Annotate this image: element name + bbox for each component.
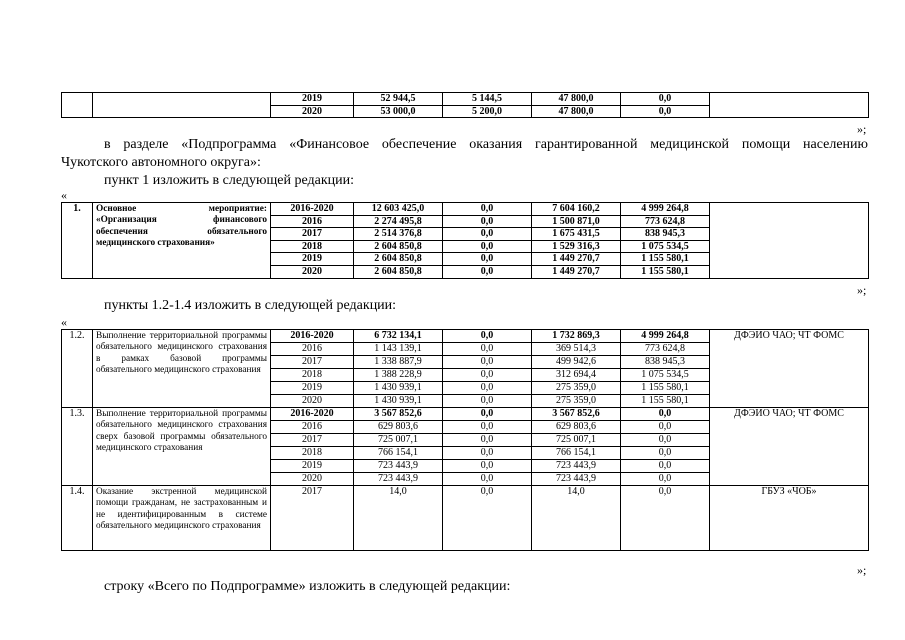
year-cell: 2016 — [271, 343, 354, 356]
year-cell: 2018 — [271, 240, 354, 253]
opening-quote: « — [61, 188, 67, 202]
year-cell: 2016-2020 — [271, 408, 354, 421]
value-cell: 1 388 228,9 — [354, 369, 443, 382]
table-row — [62, 203, 869, 216]
value-cell: 0,0 — [443, 382, 532, 395]
value-cell: 2 274 495,8 — [354, 215, 443, 228]
value-cell: 0,0 — [621, 93, 710, 106]
number-cell: 1.2. — [62, 330, 93, 408]
value-cell: 773 624,8 — [621, 343, 710, 356]
number-cell: 1.4. — [62, 486, 93, 551]
value-cell: 838 945,3 — [621, 228, 710, 241]
value-cell: 0,0 — [443, 447, 532, 460]
name-cell: Выполнение территориальной программы обязательного медицинского страхования в рамках базовой программы обязательного медицинского страхования — [93, 330, 271, 408]
value-cell: 1 449 270,7 — [532, 253, 621, 266]
value-cell: 2 604 850,8 — [354, 240, 443, 253]
executor-cell — [710, 203, 869, 279]
name-line: Основное мероприятие: — [96, 204, 267, 214]
executor-cell: ГБУЗ «ЧОБ» — [710, 486, 869, 551]
value-cell: 1 449 270,7 — [532, 265, 621, 278]
value-cell: 1 675 431,5 — [532, 228, 621, 241]
value-cell: 1 155 580,1 — [621, 395, 710, 408]
value-cell: 3 567 852,6 — [532, 408, 621, 421]
opening-quote: « — [61, 315, 67, 329]
value-cell: 1 155 580,1 — [621, 265, 710, 278]
value-cell: 12 603 425,0 — [354, 203, 443, 216]
number-cell — [62, 93, 93, 118]
table-item-1 — [61, 202, 869, 279]
year-cell: 2016 — [271, 421, 354, 434]
table-row — [62, 93, 869, 106]
value-cell: 0,0 — [443, 473, 532, 486]
year-cell: 2020 — [271, 395, 354, 408]
value-cell: 1 155 580,1 — [621, 253, 710, 266]
value-cell: 1 529 316,3 — [532, 240, 621, 253]
name-cell: Выполнение территориальной программы обязательного медицинского страхования сверх базовой программы обязательного медицинского страхования — [93, 408, 271, 486]
year-cell: 2016-2020 — [271, 330, 354, 343]
table-row — [62, 408, 869, 421]
value-cell: 0,0 — [443, 330, 532, 343]
value-cell: 3 567 852,6 — [354, 408, 443, 421]
value-cell: 0,0 — [443, 203, 532, 216]
value-cell: 0,0 — [443, 240, 532, 253]
value-cell: 5 200,0 — [443, 105, 532, 118]
value-cell: 1 155 580,1 — [621, 382, 710, 395]
year-cell: 2020 — [271, 265, 354, 278]
paragraph-points: пункты 1.2-1.4 изложить в следующей редакции: — [104, 298, 397, 313]
value-cell: 275 359,0 — [532, 382, 621, 395]
value-cell: 766 154,1 — [532, 447, 621, 460]
value-cell: 1 430 939,1 — [354, 395, 443, 408]
value-cell: 0,0 — [621, 447, 710, 460]
value-cell: 47 800,0 — [532, 105, 621, 118]
value-cell: 312 694,4 — [532, 369, 621, 382]
value-cell: 1 732 869,3 — [532, 330, 621, 343]
name-line: «Организация финансового — [96, 215, 267, 226]
value-cell: 0,0 — [621, 408, 710, 421]
value-cell: 0,0 — [621, 473, 710, 486]
value-cell: 0,0 — [443, 253, 532, 266]
name-line: медицинского страхования» — [96, 237, 215, 248]
year-cell: 2019 — [271, 382, 354, 395]
paragraph-section-line1: в разделе «Подпрограмма «Финансовое обеспечение оказания гарантированной медицинской помощи населению — [104, 137, 868, 152]
name-cell — [93, 93, 271, 118]
year-cell: 2017 — [271, 228, 354, 241]
year-cell: 2016 — [271, 215, 354, 228]
value-cell: 1 075 534,5 — [621, 369, 710, 382]
value-cell: 723 443,9 — [354, 460, 443, 473]
value-cell: 0,0 — [443, 343, 532, 356]
value-cell: 725 007,1 — [532, 434, 621, 447]
value-cell: 723 443,9 — [354, 473, 443, 486]
number-cell: 1. — [62, 203, 93, 279]
value-cell: 1 500 871,0 — [532, 215, 621, 228]
value-cell: 629 803,6 — [532, 421, 621, 434]
year-cell: 2019 — [271, 460, 354, 473]
value-cell: 6 732 134,1 — [354, 330, 443, 343]
value-cell: 1 338 887,9 — [354, 356, 443, 369]
value-cell: 0,0 — [443, 369, 532, 382]
value-cell: 0,0 — [443, 486, 532, 551]
value-cell: 629 803,6 — [354, 421, 443, 434]
value-cell: 0,0 — [621, 421, 710, 434]
year-cell: 2018 — [271, 447, 354, 460]
year-cell: 2017 — [271, 486, 354, 551]
value-cell: 53 000,0 — [354, 105, 443, 118]
year-cell: 2019 — [271, 253, 354, 266]
value-cell: 0,0 — [443, 421, 532, 434]
value-cell: 0,0 — [443, 408, 532, 421]
closing-quote: »; — [857, 283, 867, 297]
value-cell: 52 944,5 — [354, 93, 443, 106]
value-cell: 275 359,0 — [532, 395, 621, 408]
value-cell: 0,0 — [443, 356, 532, 369]
value-cell: 499 942,6 — [532, 356, 621, 369]
value-cell: 369 514,3 — [532, 343, 621, 356]
year-cell: 2020 — [271, 105, 354, 118]
value-cell: 0,0 — [443, 395, 532, 408]
value-cell: 2 514 376,8 — [354, 228, 443, 241]
year-cell: 2019 — [271, 93, 354, 106]
value-cell: 2 604 850,8 — [354, 253, 443, 266]
paragraph-total: строку «Всего по Подпрограмме» изложить в следующей редакции: — [104, 579, 511, 594]
value-cell: 14,0 — [532, 486, 621, 551]
executor-cell: ДФЭИО ЧАО; ЧТ ФОМС — [710, 330, 869, 408]
value-cell: 0,0 — [443, 228, 532, 241]
value-cell: 2 604 850,8 — [354, 265, 443, 278]
value-cell: 838 945,3 — [621, 356, 710, 369]
value-cell: 1 430 939,1 — [354, 382, 443, 395]
table-continuation — [61, 92, 869, 118]
value-cell: 14,0 — [354, 486, 443, 551]
value-cell: 4 999 264,8 — [621, 330, 710, 343]
year-cell: 2017 — [271, 356, 354, 369]
number-cell: 1.3. — [62, 408, 93, 486]
year-cell: 2018 — [271, 369, 354, 382]
closing-quote: »; — [857, 563, 867, 577]
value-cell: 5 144,5 — [443, 93, 532, 106]
name-cell: Оказание экстренной медицинской помощи гражданам, не застрахованным и не идентифицированным в системе обязательного медицинского страхования — [93, 486, 271, 551]
value-cell: 1 143 139,1 — [354, 343, 443, 356]
value-cell: 723 443,9 — [532, 460, 621, 473]
value-cell: 0,0 — [621, 460, 710, 473]
year-cell: 2017 — [271, 434, 354, 447]
value-cell: 4 999 264,8 — [621, 203, 710, 216]
year-cell: 2020 — [271, 473, 354, 486]
executor-cell — [710, 93, 869, 118]
executor-cell: ДФЭИО ЧАО; ЧТ ФОМС — [710, 408, 869, 486]
value-cell: 0,0 — [443, 434, 532, 447]
value-cell: 47 800,0 — [532, 93, 621, 106]
closing-quote: »; — [857, 122, 867, 136]
table-items-1-2-to-1-4 — [61, 329, 869, 551]
table-row — [62, 330, 869, 343]
name-cell — [93, 203, 271, 279]
year-cell: 2016-2020 — [271, 203, 354, 216]
value-cell: 766 154,1 — [354, 447, 443, 460]
value-cell: 723 443,9 — [532, 473, 621, 486]
paragraph-point1: пункт 1 изложить в следующей редакции: — [104, 173, 354, 188]
value-cell: 0,0 — [443, 460, 532, 473]
name-line: обеспечения обязательного — [96, 226, 267, 237]
paragraph-section-line2: Чукотского автономного округа»: — [61, 155, 261, 170]
table-row — [62, 486, 869, 499]
value-cell: 0,0 — [443, 215, 532, 228]
value-cell: 0,0 — [621, 105, 710, 118]
value-cell: 0,0 — [443, 265, 532, 278]
value-cell: 0,0 — [621, 486, 710, 551]
value-cell: 7 604 160,2 — [532, 203, 621, 216]
value-cell: 1 075 534,5 — [621, 240, 710, 253]
value-cell: 773 624,8 — [621, 215, 710, 228]
value-cell: 0,0 — [621, 434, 710, 447]
value-cell: 725 007,1 — [354, 434, 443, 447]
